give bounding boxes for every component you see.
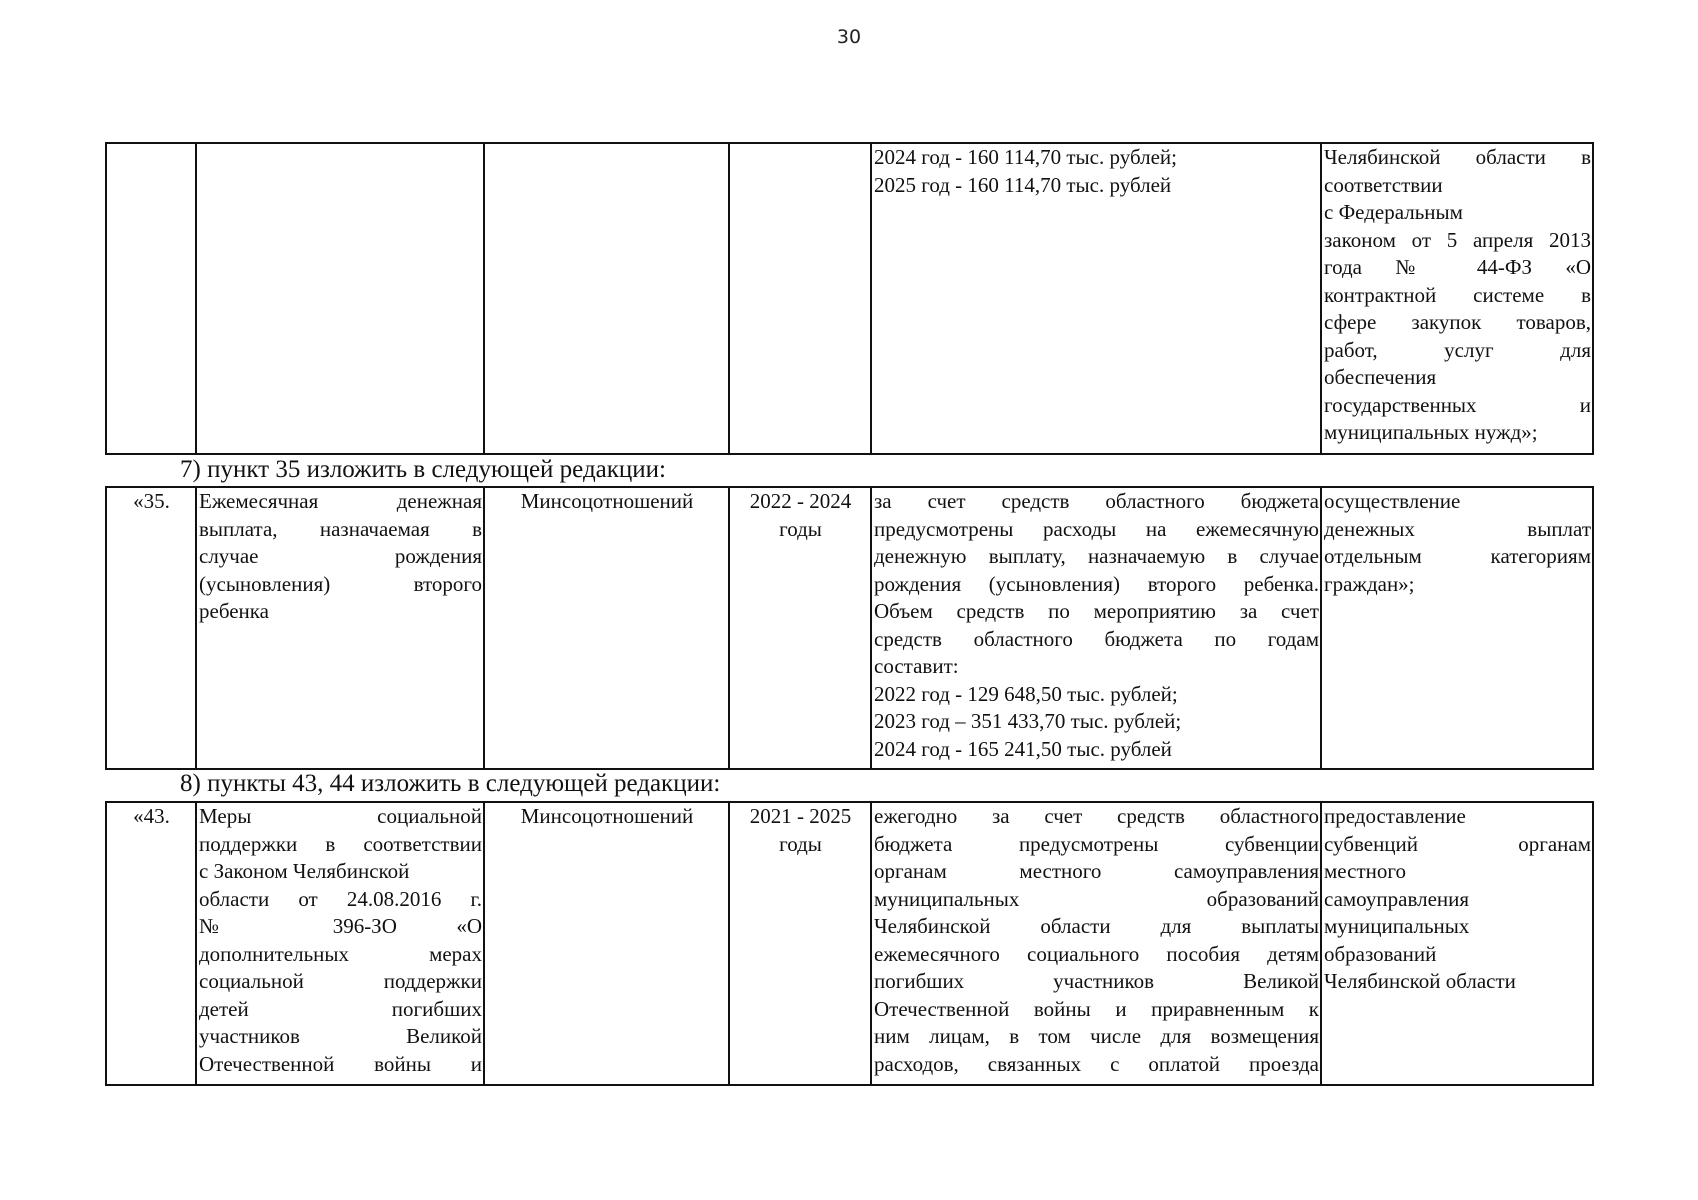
- text-line: ним лицам, в том числе для возмещения: [874, 1024, 1319, 1048]
- cell-period: [729, 143, 871, 454]
- text-line: 2022 год - 129 648,50 тыс. рублей;: [874, 681, 1178, 706]
- text-line: ребенка: [199, 599, 269, 623]
- text-line: года № 44-ФЗ «О: [1324, 255, 1591, 279]
- text-line: Отечественной войны и: [199, 1051, 482, 1076]
- text-line: Объем средств по мероприятию за счет: [874, 599, 1319, 623]
- text-line: (усыновления) второго: [199, 571, 482, 596]
- text-line: обеспечения: [1324, 365, 1437, 389]
- text-line: с Законом Челябинской: [199, 859, 410, 883]
- text-line: муниципальных нужд»;: [1324, 420, 1538, 444]
- cell-result: [1321, 143, 1593, 454]
- cell-num: «35.: [106, 487, 196, 769]
- text-line: Челябинской области для выплаты: [874, 914, 1319, 938]
- text-line: детей погибших: [199, 996, 482, 1021]
- text-line: соответствии: [1324, 172, 1443, 197]
- text-line: № 396-ЗО «О: [199, 914, 482, 938]
- text-line: выплата, назначаемая в: [199, 516, 482, 541]
- text-line: Меры социальной: [199, 804, 482, 828]
- instruction-7: 7) пункт 35 изложить в следующей редакции:: [180, 456, 666, 483]
- text-line: Отечественной войны и приравненным к: [874, 996, 1319, 1021]
- text-line: 2023 год – 351 433,70 тыс. рублей;: [874, 709, 1182, 733]
- text-line: социальной поддержки: [199, 969, 482, 993]
- text-line: отдельным категориям: [1324, 544, 1591, 568]
- cell-executor: Минсоцотношений: [484, 802, 729, 1085]
- text-line: годы: [779, 831, 822, 856]
- cell-executor: Минсоцотношений: [484, 487, 729, 769]
- text-line: Челябинской области: [1324, 969, 1516, 993]
- cell-num: [106, 143, 196, 454]
- cell-result: [1321, 487, 1593, 769]
- text-line: области от 24.08.2016 г.: [199, 886, 482, 911]
- text-line: граждан»;: [1324, 571, 1415, 596]
- instruction-8: 8) пункты 43, 44 изложить в следующей редакции:: [180, 770, 721, 797]
- text-line: местного: [1324, 859, 1406, 883]
- text-line: осуществление: [1324, 489, 1461, 513]
- text-line: муниципальных образований: [874, 886, 1319, 911]
- text-line: бюджета предусмотрены субвенции: [874, 831, 1319, 856]
- cell-name: [196, 802, 484, 1085]
- text-line: случае рождения: [199, 544, 482, 568]
- cell-num: «43.: [106, 802, 196, 1085]
- text-line: дополнительных мерах: [199, 941, 482, 966]
- cell-funding: [871, 802, 1321, 1085]
- cell-result: [1321, 802, 1593, 1085]
- text-line: 2024 год - 165 241,50 тыс. рублей: [874, 736, 1172, 761]
- text-line: предоставление: [1324, 804, 1466, 828]
- cell-funding: [871, 487, 1321, 769]
- table-item-35: [105, 486, 1594, 770]
- table-item-43: [105, 801, 1594, 1086]
- text-line: денежных выплат: [1324, 516, 1591, 541]
- text-line: денежную выплату, назначаемую в случае: [874, 544, 1319, 568]
- text-line: предусмотрены расходы на ежемесячную: [874, 516, 1319, 541]
- cell-funding: [871, 143, 1321, 454]
- table-row: [106, 143, 1593, 454]
- text-line: органам местного самоуправления: [874, 859, 1319, 883]
- text-line: образований: [1324, 941, 1437, 966]
- text-line: контрактной системе в: [1324, 282, 1591, 307]
- text-line: рождения (усыновления) второго ребенка.: [874, 571, 1319, 596]
- text-line: средств областного бюджета по годам: [874, 626, 1319, 651]
- text-line: Челябинской области в: [1324, 145, 1591, 169]
- cell-name: [196, 487, 484, 769]
- text-line: ежемесячного социального пособия детям: [874, 941, 1319, 966]
- cell-executor: [484, 143, 729, 454]
- text-line: ежегодно за счет средств областного: [874, 804, 1319, 828]
- text-line: 2022 - 2024: [749, 489, 852, 513]
- text-line: муниципальных: [1324, 914, 1470, 938]
- text-line: сфере закупок товаров,: [1324, 310, 1591, 334]
- cell-period: [729, 802, 871, 1085]
- table-continuation: [105, 142, 1594, 455]
- text-line: Ежемесячная денежная: [199, 489, 482, 513]
- page-number: 30: [836, 26, 862, 48]
- text-line: 2021 - 2025: [749, 804, 852, 828]
- text-line: за счет средств областного бюджета: [874, 489, 1319, 513]
- text-line: законом от 5 апреля 2013: [1324, 227, 1591, 252]
- text-line: самоуправления: [1324, 886, 1470, 911]
- text-line: 2025 год - 160 114,70 тыс. рублей: [874, 172, 1172, 197]
- cell-name: [196, 143, 484, 454]
- text-line: субвенций органам: [1324, 831, 1591, 856]
- cell-period: [729, 487, 871, 769]
- text-line: с Федеральным: [1324, 200, 1463, 224]
- text-line: годы: [779, 516, 822, 541]
- text-line: поддержки в соответствии: [199, 831, 482, 856]
- table-row: [106, 487, 1593, 769]
- text-line: 2024 год - 160 114,70 тыс. рублей;: [874, 145, 1177, 169]
- text-line: участников Великой: [199, 1024, 482, 1048]
- text-line: государственных и: [1324, 392, 1591, 417]
- text-line: работ, услуг для: [1324, 337, 1591, 362]
- text-line: расходов, связанных с оплатой проезда: [874, 1051, 1319, 1076]
- table-row: [106, 802, 1593, 1085]
- text-line: погибших участников Великой: [874, 969, 1319, 993]
- text-line: составит:: [874, 654, 959, 678]
